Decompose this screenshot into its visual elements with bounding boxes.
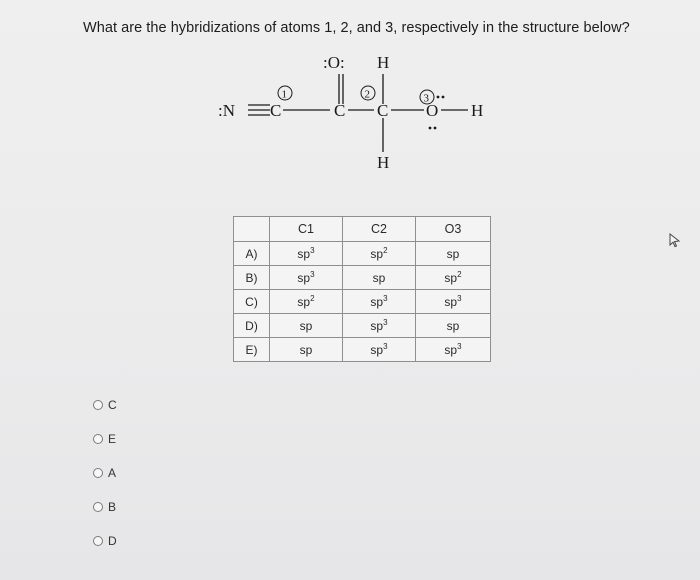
row-label: B) bbox=[234, 266, 270, 290]
row-label: E) bbox=[234, 338, 270, 362]
cell-c2: $sp^3$ bbox=[343, 314, 416, 338]
carbonyl-carbon: C bbox=[334, 101, 346, 120]
table-header-row bbox=[234, 217, 491, 242]
option-label: B bbox=[108, 500, 117, 514]
cell-c2: $sp^3$ bbox=[343, 290, 416, 314]
option-label: D bbox=[108, 534, 117, 548]
row-label: D) bbox=[234, 314, 270, 338]
option-b[interactable] bbox=[93, 500, 116, 514]
header-c2: C2 bbox=[343, 217, 416, 242]
option-e[interactable] bbox=[93, 432, 116, 446]
chemical-structure bbox=[200, 48, 520, 183]
table-row bbox=[234, 266, 491, 290]
table-row bbox=[234, 314, 491, 338]
atom-label-2: 2 bbox=[364, 88, 370, 101]
cell-c1: sp bbox=[270, 338, 343, 362]
option-d[interactable] bbox=[93, 534, 117, 548]
cell-c2: $sp^2$ bbox=[343, 242, 416, 266]
table-row bbox=[234, 242, 491, 266]
row-label: A) bbox=[234, 242, 270, 266]
hybridization-table bbox=[233, 216, 491, 362]
table-row bbox=[234, 338, 491, 362]
option-a[interactable] bbox=[93, 466, 116, 480]
cell-c1: $sp^2$ bbox=[270, 290, 343, 314]
atom-label-3: 3 bbox=[423, 92, 429, 105]
radio-button[interactable] bbox=[93, 536, 103, 546]
option-c[interactable] bbox=[93, 398, 117, 412]
cell-o3: sp bbox=[416, 314, 491, 338]
radio-button[interactable] bbox=[93, 434, 103, 444]
option-label: E bbox=[108, 432, 117, 446]
question-text: What are the hybridizations of atoms 1, 2, and 3, respectively in the structure below? bbox=[83, 20, 630, 36]
carbonyl-oxygen: :O: bbox=[323, 53, 345, 72]
cell-c2: sp bbox=[343, 266, 416, 290]
header-blank bbox=[234, 217, 270, 242]
row-label: C) bbox=[234, 290, 270, 314]
carbon-2: C bbox=[377, 101, 389, 120]
cell-o3: $sp^2$ bbox=[416, 266, 491, 290]
nitrogen-atom: :N bbox=[218, 101, 235, 120]
cell-c2: $sp^3$ bbox=[343, 338, 416, 362]
header-c1: C1 bbox=[270, 217, 343, 242]
mouse-pointer-icon bbox=[667, 232, 681, 248]
carbon-1: C bbox=[270, 101, 282, 120]
radio-button[interactable] bbox=[93, 468, 103, 478]
cell-c1: $sp^3$ bbox=[270, 242, 343, 266]
oxygen-3: O bbox=[426, 101, 439, 120]
atom-label-1: 1 bbox=[281, 88, 287, 101]
radio-button[interactable] bbox=[93, 400, 103, 410]
cell-o3: sp bbox=[416, 242, 491, 266]
option-label: A bbox=[108, 466, 117, 480]
cell-c1: $sp^3$ bbox=[270, 266, 343, 290]
header-o3: O3 bbox=[416, 217, 491, 242]
hydroxyl-hydrogen: H bbox=[471, 101, 484, 120]
cell-o3: $sp^3$ bbox=[416, 290, 491, 314]
table-row bbox=[234, 290, 491, 314]
radio-button[interactable] bbox=[93, 502, 103, 512]
cell-c1: sp bbox=[270, 314, 343, 338]
cell-o3: $sp^3$ bbox=[416, 338, 491, 362]
option-label: C bbox=[108, 398, 117, 412]
top-hydrogen: H bbox=[377, 53, 390, 72]
bottom-hydrogen: H bbox=[377, 153, 390, 172]
